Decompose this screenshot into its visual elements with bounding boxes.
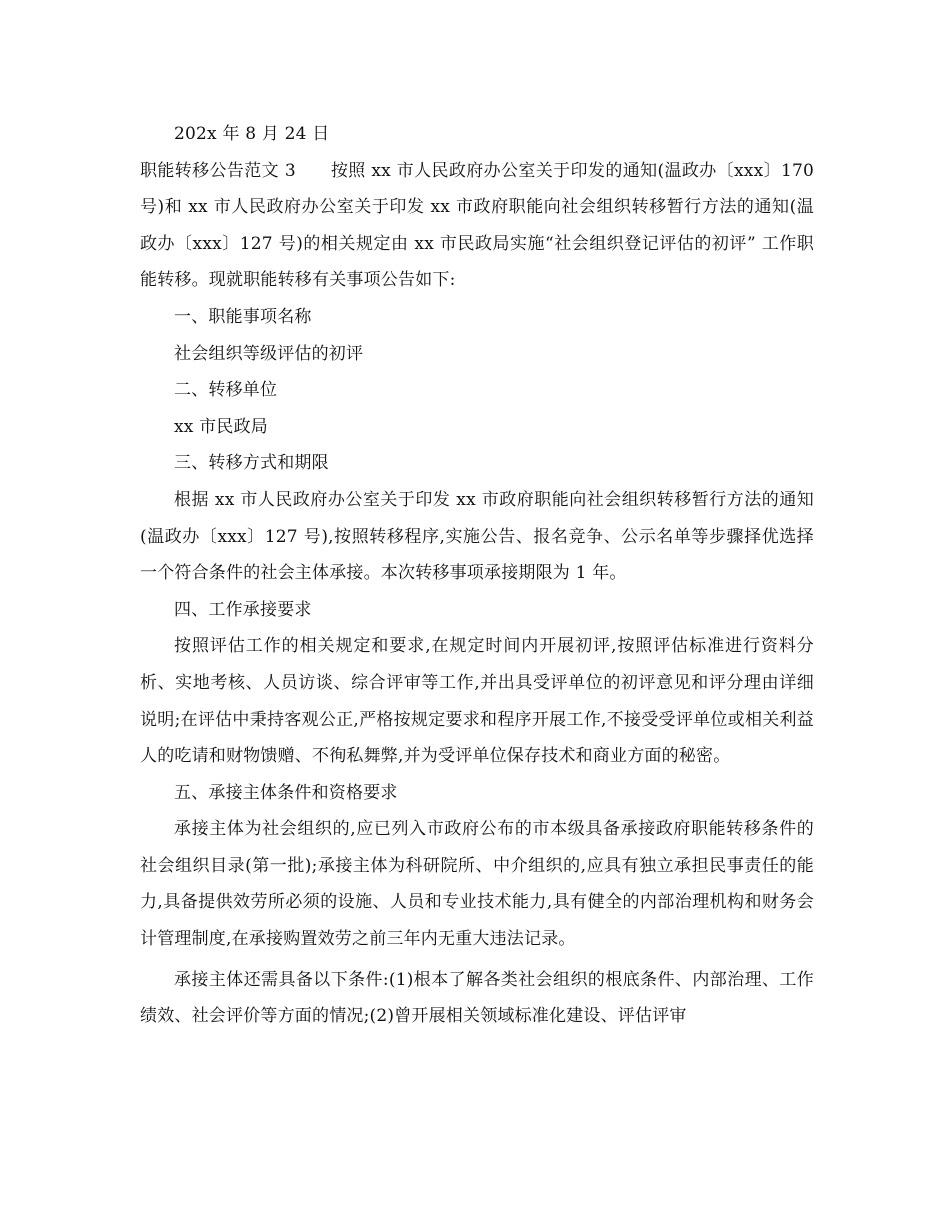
section-body-5b: 承接主体还需具备以下条件:(1)根本了解各类社会组织的根底条件、内部治理、工作绩效、社会评价等方面的情况;(2)曾开展相关领域标准化建设、评估评审 <box>140 969 814 1027</box>
section-heading-5: 五、承接主体条件和资格要求 <box>174 782 398 803</box>
section-heading-3: 三、转移方式和期限 <box>174 453 329 474</box>
document-body <box>140 116 814 1035</box>
section-heading-1: 一、职能事项名称 <box>174 306 312 327</box>
section-body-3: 根据 xx 市人民政府办公室关于印发 xx 市政府职能向社会组织转移暂行方法的通知(温政办〔xxx〕127 号),按照转移程序,实施公告、报名竞争、公示名单等步骤择优选择一个符合条件的社会主体承接。本次转移事项承接期限为 1 年。 <box>140 489 814 584</box>
section-body-2: xx 市民政局 <box>174 416 268 437</box>
section-body-5a: 承接主体为社会组织的,应已列入市政府公布的市本级具备承接政府职能转移条件的社会组织目录(第一批);承接主体为科研院所、中介组织的,应具有独立承担民事责任的能力,具备提供效劳所必须的设施、人员和专业技术能力,具有健全的内部治理机构和财务会计管理制度,在承接购置效劳之前三年内无重大违法记录。 <box>140 819 814 950</box>
intro-paragraph: 职能转移公告范文 3 按照 xx 市人民政府办公室关于印发的通知(温政办〔xxx〕170 号)和 xx 市人民政府办公室关于印发 xx 市政府职能向社会组织转移暂行方法的通知(温政办〔xxx〕127 号)的相关规定由 xx 市民政局实施“社会组织登记评估的初评” 工作职能转移。现就职能转移有关事项公告如下: <box>140 160 814 291</box>
section-body-4: 按照评估工作的相关规定和要求,在规定时间内开展初评,按照评估标准进行资料分析、实地考核、人员访谈、综合评审等工作,并出具受评单位的初评意见和评分理由详细说明;在评估中秉持客观公正,严格按规定要求和程序开展工作,不接受受评单位或相关利益人的吃请和财物馈赠、不徇私舞弊,并为受评单位保存技术和商业方面的秘密。 <box>140 636 814 767</box>
section-heading-2: 二、转移单位 <box>174 380 278 401</box>
document-date: 202x 年 8 月 24 日 <box>174 124 330 144</box>
section-body-1: 社会组织等级评估的初评 <box>174 343 364 364</box>
section-heading-4: 四、工作承接要求 <box>174 599 312 620</box>
